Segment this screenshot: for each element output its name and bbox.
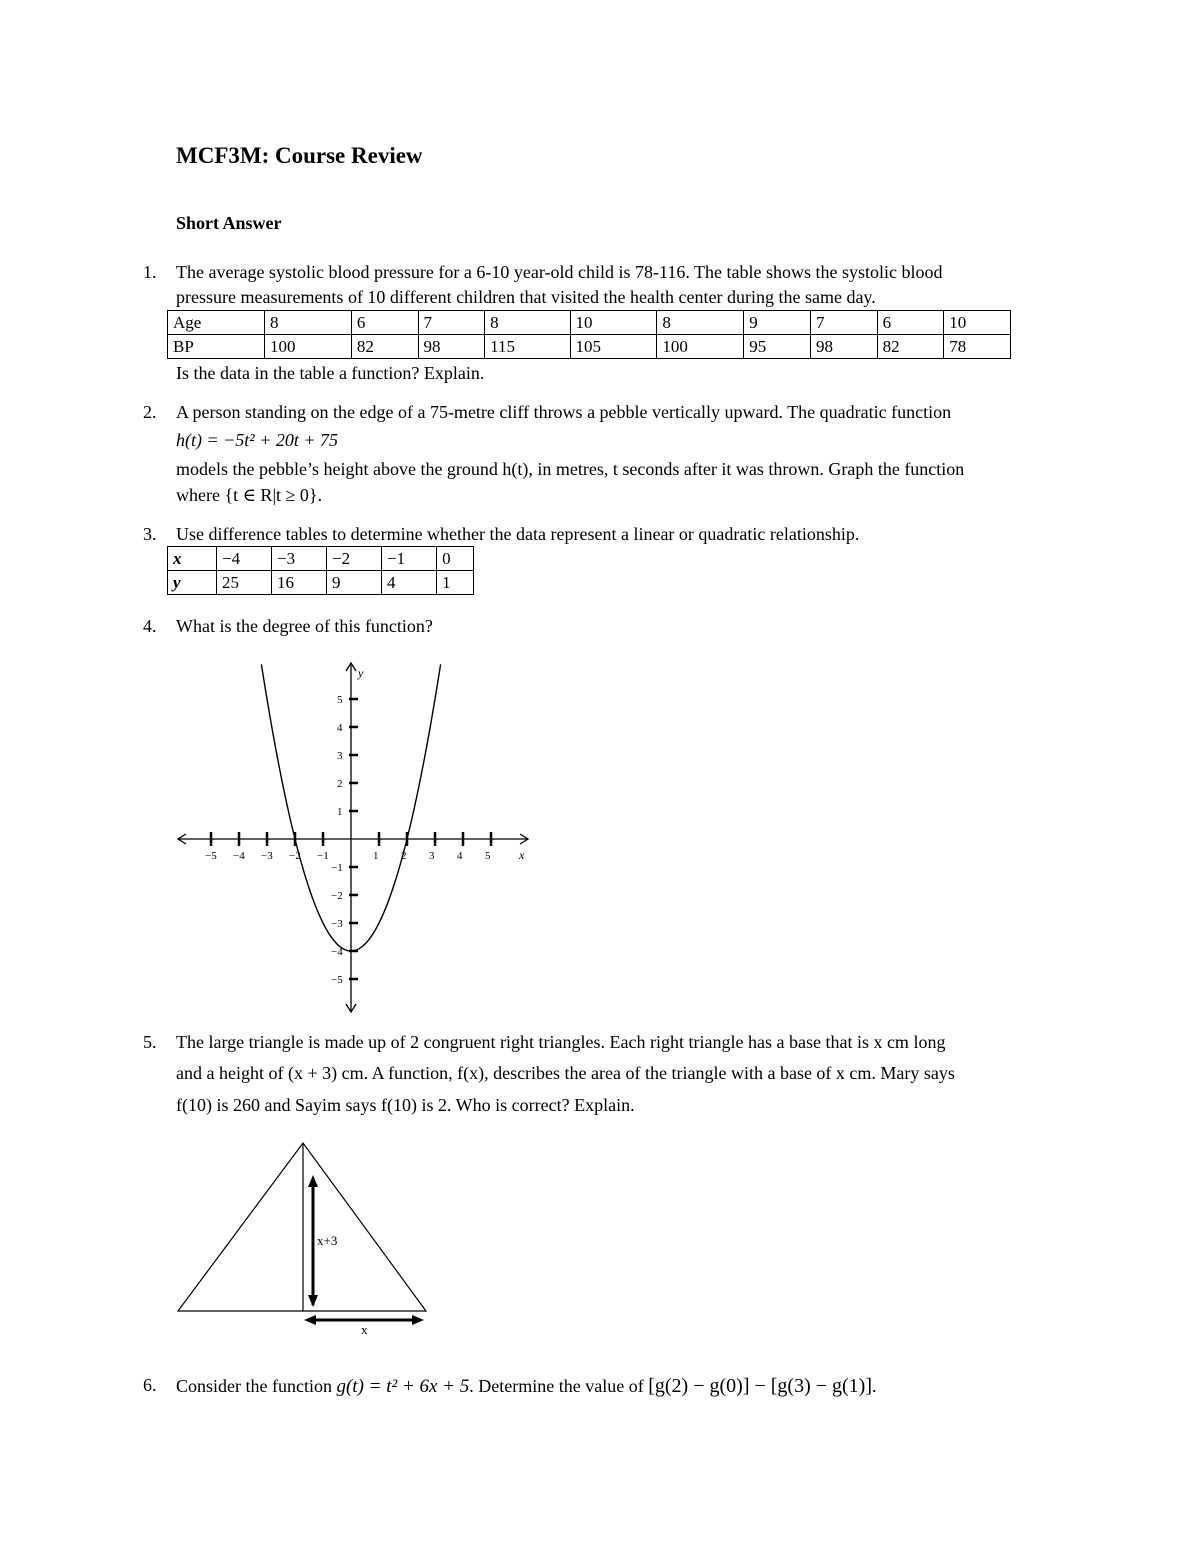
x-row (168, 547, 474, 571)
table-cell: 4 (382, 571, 437, 595)
x-tick-label: 5 (485, 850, 491, 862)
question-5-line-2: and a height of (x + 3) cm. A function, f(x), describes the area of the triangle with a base of x cm. Mary says (176, 1063, 955, 1083)
page-title: MCF3M: Course Review (176, 143, 423, 168)
table-cell: 100 (265, 335, 352, 359)
table-cell: 95 (744, 335, 811, 359)
table-cell: 8 (657, 311, 744, 335)
table-cell: 9 (744, 311, 811, 335)
question-1-prompt: Is the data in the table a function? Explain. (176, 363, 485, 383)
question-6-line (176, 1375, 877, 1398)
y-row (168, 571, 474, 595)
table-row-label: BP (168, 335, 265, 359)
x-tick-label: −2 (289, 850, 301, 862)
table-cell: −3 (272, 547, 327, 571)
question-5-number: 5. (143, 1032, 157, 1052)
question-2-line-3: models the pebble’s height above the ground h(t), in metres, t seconds after it was thrown. Graph the function (176, 459, 965, 479)
question-6-formula: g(t) = t² + 6x + 5 (336, 1376, 470, 1397)
base-arrow-right (412, 1315, 424, 1325)
y-axis-label: y (358, 666, 364, 680)
table-cell: 98 (418, 335, 485, 359)
height-label: x+3 (317, 1233, 338, 1248)
question-3-number: 3. (143, 524, 157, 544)
question-2-formula: h(t) = −5t² + 20t + 75 (176, 430, 338, 450)
question-4-number: 4. (143, 616, 157, 636)
table-cell: 8 (265, 311, 352, 335)
table-cell: 16 (272, 571, 327, 595)
question-5-line-3: f(10) is 260 and Sayim says f(10) is 2. Who is correct? Explain. (176, 1095, 635, 1115)
question-6-text-1: Consider the function (176, 1376, 332, 1396)
y-tick-label: −5 (331, 974, 343, 986)
section-heading: Short Answer (176, 213, 282, 233)
x-tick-label: −4 (233, 850, 245, 862)
age-row (168, 311, 1011, 335)
height-arrow-bottom (308, 1295, 318, 1307)
y-tick-label: 1 (337, 806, 343, 818)
y-tick-label: 2 (337, 778, 343, 790)
question-6-number: 6. (143, 1375, 157, 1395)
question-3-line-1: Use difference tables to determine whether the data represent a linear or quadratic relationship. (176, 524, 860, 544)
table-cell: −1 (382, 547, 437, 571)
question-3-table (167, 546, 474, 595)
table-row-label: y (168, 571, 217, 595)
table-cell: 8 (485, 311, 570, 335)
base-label: x (361, 1322, 368, 1337)
table-cell: 105 (570, 335, 657, 359)
y-tick-label: −4 (331, 946, 343, 958)
y-tick-label: 4 (337, 722, 343, 734)
axis-ticks (205, 694, 491, 986)
table-cell: 6 (351, 311, 418, 335)
question-6-end: . (872, 1376, 877, 1396)
x-tick-label: −1 (317, 850, 329, 862)
table-row-label: Age (168, 311, 265, 335)
y-tick-label: −3 (331, 918, 343, 930)
parabola-graph (170, 655, 540, 1020)
question-6-expression: [g(2) − g(0)] − [g(3) − g(1)] (648, 1375, 872, 1397)
x-tick-label: 4 (457, 850, 463, 862)
table-cell: 78 (944, 335, 1011, 359)
question-6-text-2: . Determine the value of (469, 1376, 644, 1396)
large-triangle (178, 1143, 426, 1311)
x-tick-label: 3 (429, 850, 435, 862)
question-2-line-4: where {t ∈ R|t ≥ 0}. (176, 485, 323, 505)
table-cell: 115 (485, 335, 570, 359)
base-arrow-left (304, 1315, 316, 1325)
x-tick-label: −3 (261, 850, 273, 862)
triangle-diagram (170, 1135, 440, 1345)
table-cell: 7 (418, 311, 485, 335)
table-cell: 82 (877, 335, 944, 359)
question-1-line-2: pressure measurements of 10 different children that visited the health center during the same day. (176, 287, 876, 307)
table-cell: 0 (437, 547, 474, 571)
x-axis-label: x (519, 848, 525, 862)
bp-row (168, 335, 1011, 359)
x-tick-label: 2 (401, 850, 407, 862)
table-row-label: x (168, 547, 217, 571)
height-arrow-top (308, 1175, 318, 1187)
x-tick-label: 1 (373, 850, 379, 862)
question-2-number: 2. (143, 402, 157, 422)
question-2-line-1: A person standing on the edge of a 75-metre cliff throws a pebble vertically upward. The quadratic function (176, 402, 952, 422)
y-tick-label: 3 (337, 750, 343, 762)
table-cell: 10 (570, 311, 657, 335)
table-cell: 100 (657, 335, 744, 359)
y-tick-label: −1 (331, 862, 343, 874)
question-1-number: 1. (143, 262, 157, 282)
question-1-line-1: The average systolic blood pressure for a 6-10 year-old child is 78-116. The table shows the systolic blood (176, 262, 943, 282)
table-cell: 1 (437, 571, 474, 595)
y-tick-label: 5 (337, 694, 343, 706)
question-4-line-1: What is the degree of this function? (176, 616, 433, 636)
table-cell: −2 (327, 547, 382, 571)
table-cell: −4 (217, 547, 272, 571)
table-cell: 10 (944, 311, 1011, 335)
question-1-table (167, 310, 1011, 359)
table-cell: 82 (351, 335, 418, 359)
table-cell: 7 (810, 311, 877, 335)
x-tick-label: −5 (205, 850, 217, 862)
table-cell: 6 (877, 311, 944, 335)
question-5-line-1: The large triangle is made up of 2 congruent right triangles. Each right triangle has a base that is x cm long (176, 1032, 946, 1052)
y-tick-label: −2 (331, 890, 343, 902)
table-cell: 9 (327, 571, 382, 595)
table-cell: 98 (810, 335, 877, 359)
table-cell: 25 (217, 571, 272, 595)
